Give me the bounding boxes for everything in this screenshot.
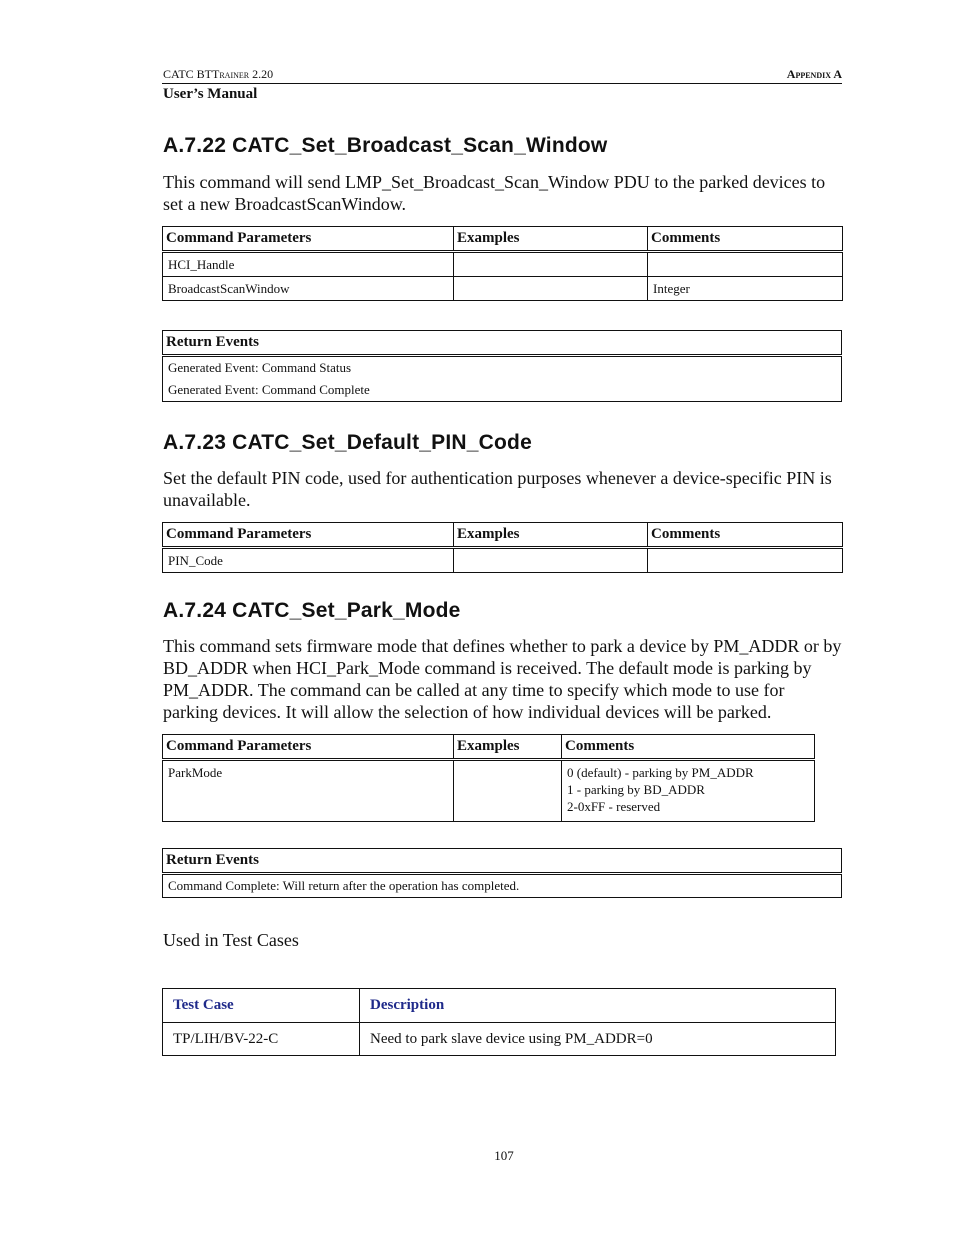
header-product-version: 2.20	[249, 67, 274, 81]
col-header-description: Description	[360, 989, 836, 1023]
comment-line: 0 (default) - parking by PM_ADDR	[567, 765, 754, 780]
param-name: ParkMode	[163, 760, 454, 822]
header-rule	[162, 83, 842, 84]
table-row	[163, 874, 842, 898]
param-example	[454, 760, 562, 822]
running-header-manual: User’s Manual	[163, 86, 258, 102]
section-body-24: This command sets firmware mode that defines whether to park a device by PM_ADDR or by BD_ADDR when HCI_Park_Mode command is received. The default mode is parking by PM_ADDR. The command can be called at any time to specify which mode to use for parking devices. It will allow the selection of how individual devices will be parked.	[163, 636, 842, 722]
header-product-name: CATC BTT	[163, 67, 220, 81]
return-events-table-24	[162, 848, 842, 898]
section-title-22: A.7.22 CATC_Set_Broadcast_Scan_Window	[163, 134, 608, 157]
test-case-description: Need to park slave device using PM_ADDR=0	[360, 1023, 836, 1056]
col-header-parameters: Command Parameters	[163, 523, 454, 548]
table-row	[163, 760, 815, 822]
param-example	[454, 548, 648, 573]
command-parameters-table-24	[162, 734, 815, 822]
command-parameters-table-23	[162, 522, 843, 573]
param-name: HCI_Handle	[163, 252, 454, 277]
table-row	[163, 379, 842, 402]
col-header-comments: Comments	[648, 523, 843, 548]
table-row	[163, 1023, 836, 1056]
col-header-examples: Examples	[454, 523, 648, 548]
running-header-product	[163, 67, 273, 82]
return-events-table-22	[162, 330, 842, 402]
header-appendix-initial: A	[786, 67, 796, 81]
return-event: Command Complete: Will return after the operation has completed.	[163, 874, 842, 898]
table-row	[163, 548, 843, 573]
col-header-comments: Comments	[648, 227, 843, 252]
header-appendix-rest: ppendix A	[795, 67, 842, 81]
col-header-examples: Examples	[454, 735, 562, 760]
param-name: PIN_Code	[163, 548, 454, 573]
param-example	[454, 277, 648, 301]
param-comment: Integer	[648, 277, 843, 301]
param-comment	[648, 548, 843, 573]
section-body-23: Set the default PIN code, used for authentication purposes whenever a device-specific PIN is unavailable.	[163, 468, 832, 510]
table-row	[163, 277, 843, 301]
test-cases-table	[162, 988, 836, 1056]
table-row	[163, 252, 843, 277]
param-example	[454, 252, 648, 277]
return-event: Generated Event: Command Complete	[163, 379, 842, 402]
param-comment	[648, 252, 843, 277]
col-header-comments: Comments	[562, 735, 815, 760]
running-header-appendix	[760, 67, 842, 82]
comment-line: 1 - parking by BD_ADDR	[567, 782, 705, 797]
command-parameters-table-22	[162, 226, 843, 301]
col-header-parameters: Command Parameters	[163, 227, 454, 252]
table-row	[163, 356, 842, 380]
used-in-test-cases-label: Used in Test Cases	[163, 930, 299, 950]
col-header-examples: Examples	[454, 227, 648, 252]
page-number: 107	[494, 1148, 514, 1163]
param-comment	[562, 760, 815, 822]
param-name: BroadcastScanWindow	[163, 277, 454, 301]
section-body-22: This command will send LMP_Set_Broadcast_Scan_Window PDU to the parked devices to set a new BroadcastScanWindow.	[163, 172, 826, 214]
comment-line: 2-0xFF - reserved	[567, 799, 661, 814]
return-event: Generated Event: Command Status	[163, 356, 842, 380]
header-product-smallcaps: rainer	[219, 67, 250, 81]
return-events-header: Return Events	[163, 849, 842, 874]
col-header-test-case: Test Case	[163, 989, 360, 1023]
section-title-24: A.7.24 CATC_Set_Park_Mode	[163, 599, 461, 622]
col-header-parameters: Command Parameters	[163, 735, 454, 760]
test-case-id: TP/LIH/BV-22-C	[163, 1023, 360, 1056]
section-title-23: A.7.23 CATC_Set_Default_PIN_Code	[163, 431, 532, 454]
return-events-header: Return Events	[163, 331, 842, 356]
